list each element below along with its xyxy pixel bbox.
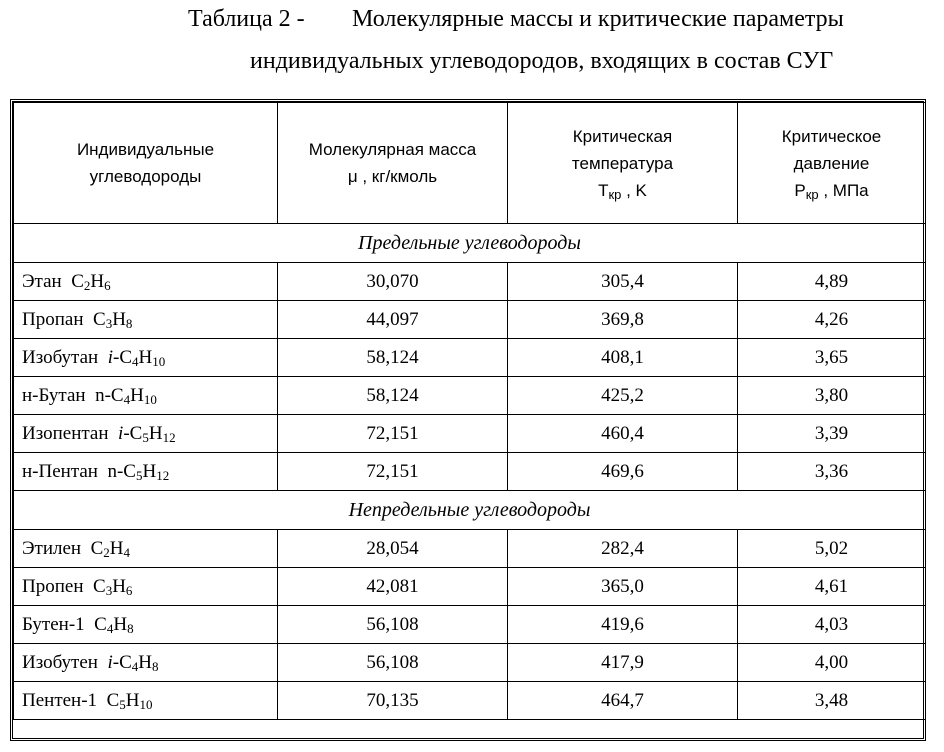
critical-pressure-cell: 3,36: [738, 453, 926, 491]
molar-mass-cell: 28,054: [278, 530, 508, 568]
formula-count: 4: [123, 391, 131, 407]
formula-element: C: [90, 537, 104, 559]
formula-count: 8: [127, 620, 134, 636]
hydrocarbon-table: [13, 102, 926, 720]
table-row: [14, 415, 926, 453]
chemical-formula: $n-C_4H_{10}$: [95, 384, 157, 407]
hydrocarbon-name: Бутен-1: [22, 613, 85, 635]
molar-mass-cell: 72,151: [278, 415, 508, 453]
formula-count: 8: [152, 658, 159, 674]
critical-pressure-cell: 4,00: [738, 644, 926, 682]
isomer-prefix: n: [107, 460, 117, 482]
isomer-prefix: i: [118, 422, 124, 444]
hydrocarbon-name-cell: [14, 568, 278, 606]
formula-element: H: [138, 346, 153, 368]
critical-pressure-cell: 4,61: [738, 568, 926, 606]
hydrocarbon-name-cell: [14, 377, 278, 415]
critical-pressure-cell: 3,48: [738, 682, 926, 720]
critical-temperature-cell: 408,1: [508, 339, 738, 377]
critical-pressure-cell: 4,03: [738, 606, 926, 644]
table-row: [14, 377, 926, 415]
formula-count: 8: [125, 315, 133, 331]
table-row: [14, 301, 926, 339]
formula-element: H: [112, 308, 126, 330]
formula-count: 5: [119, 696, 126, 712]
hydrocarbon-name: Изопентан: [22, 422, 109, 444]
formula-element: H: [112, 575, 126, 597]
chemical-formula: $i-C_4H_8$: [107, 651, 159, 674]
table-frame: [10, 99, 926, 741]
critical-pressure-cell: 4,26: [738, 301, 926, 339]
formula-element: C: [129, 422, 143, 444]
formula-count: 6: [104, 277, 111, 293]
formula-element: C: [110, 384, 124, 406]
critical-temperature-cell: 425,2: [508, 377, 738, 415]
header-hydrocarbons: Индивидуальные углеводороды: [14, 103, 278, 224]
critical-temperature-cell: 369,8: [508, 301, 738, 339]
critical-temperature-cell: 464,7: [508, 682, 738, 720]
critical-temperature-cell: 417,9: [508, 644, 738, 682]
hydrocarbon-name-cell: [14, 415, 278, 453]
hydrocarbon-name-cell: [14, 339, 278, 377]
molar-mass-cell: 58,124: [278, 377, 508, 415]
header-critical-temperature: Критическая температура $T_{кр}$ , K: [508, 103, 738, 224]
table-row: [14, 263, 926, 301]
critical-temperature-cell: 365,0: [508, 568, 738, 606]
formula-element: C: [71, 270, 84, 292]
hydrocarbon-name: Пропан: [22, 308, 84, 330]
chemical-formula: [91, 538, 130, 559]
chemical-formula: $i-C_5H_{12}$: [118, 422, 176, 445]
formula-count: 5: [135, 467, 143, 483]
formula-element: C: [93, 308, 106, 330]
formula-element: C: [93, 575, 106, 597]
formula-count: 3: [105, 315, 113, 331]
molar-mass-cell: 56,108: [278, 606, 508, 644]
formula-count: 4: [106, 620, 114, 636]
formula-count: 10: [143, 391, 157, 407]
table-row: [14, 682, 926, 720]
hydrocarbon-name-cell: [14, 606, 278, 644]
critical-temperature-cell: 305,4: [508, 263, 738, 301]
molar-mass-cell: 30,070: [278, 263, 508, 301]
hydrocarbon-name-cell: [14, 263, 278, 301]
formula-count: 3: [105, 582, 113, 598]
hydrocarbon-name: Пропен: [22, 575, 84, 597]
isomer-prefix: n: [95, 384, 105, 406]
formula-element: C: [106, 689, 120, 711]
formula-count: 10: [152, 353, 166, 369]
formula-element: H: [130, 384, 144, 406]
critical-temperature-cell: 419,6: [508, 606, 738, 644]
table-row: [14, 606, 926, 644]
table-body: [14, 224, 926, 720]
chemical-formula: [93, 309, 132, 330]
hydrocarbon-name-cell: [14, 644, 278, 682]
molar-mass-cell: 42,081: [278, 568, 508, 606]
formula-count: 12: [156, 467, 170, 483]
formula-element: C: [123, 460, 136, 482]
critical-pressure-cell: 3,65: [738, 339, 926, 377]
header-critical-pressure: Критическое давление $P_{кр}$ , МПа: [738, 103, 926, 224]
formula-element: H: [109, 537, 124, 559]
hydrocarbon-name: Изобутен: [22, 651, 98, 673]
table-row: [14, 568, 926, 606]
chemical-formula: [71, 271, 110, 292]
section-row: [14, 224, 926, 263]
hydrocarbon-name-cell: [14, 682, 278, 720]
hydrocarbon-name: Изобутан: [22, 346, 99, 368]
formula-element: H: [113, 613, 128, 635]
formula-element: C: [119, 651, 132, 673]
formula-count: 12: [162, 429, 176, 445]
table-title-line1: Молекулярные массы и критические параметры: [352, 6, 844, 32]
critical-temperature-cell: 469,6: [508, 453, 738, 491]
table-title-line2: индивидуальных углеводородов, входящих в состав СУГ: [250, 48, 834, 74]
molar-mass-cell: 72,151: [278, 453, 508, 491]
table-row: [14, 644, 926, 682]
formula-count: 10: [139, 696, 153, 712]
formula-element: C: [119, 346, 132, 368]
isomer-prefix: i: [107, 346, 113, 368]
table-row: [14, 530, 926, 568]
formula-element: H: [142, 460, 157, 482]
formula-count: 2: [103, 544, 110, 560]
hydrocarbon-name-cell: [14, 530, 278, 568]
formula-element: H: [125, 689, 140, 711]
formula-element: C: [94, 613, 107, 635]
hydrocarbon-name-cell: [14, 301, 278, 339]
section-title: Предельные углеводороды: [14, 224, 926, 263]
header-row: [14, 103, 926, 224]
table-row: [14, 453, 926, 491]
formula-element: H: [90, 270, 105, 292]
table-row: [14, 339, 926, 377]
hydrocarbon-name: Этан: [22, 270, 62, 292]
hydrocarbon-name: Этилен: [22, 537, 82, 559]
critical-pressure-cell: 3,80: [738, 377, 926, 415]
formula-element: H: [148, 422, 163, 444]
hydrocarbon-name: н-Бутан: [22, 384, 86, 406]
formula-element: H: [138, 651, 152, 673]
hydrocarbon-name-cell: [14, 453, 278, 491]
table-number: Таблица 2 -: [188, 6, 305, 32]
critical-pressure-cell: 4,89: [738, 263, 926, 301]
chemical-formula: [94, 614, 133, 635]
chemical-formula: [93, 576, 132, 597]
critical-pressure-cell: 5,02: [738, 530, 926, 568]
formula-count: 4: [123, 544, 131, 560]
critical-temperature-cell: 282,4: [508, 530, 738, 568]
hydrocarbon-name: н-Пентан: [22, 460, 98, 482]
hydrocarbon-name: Пентен-1: [22, 689, 98, 711]
chemical-formula: [107, 690, 153, 711]
section-title: Непредельные углеводороды: [14, 491, 926, 530]
chemical-formula: $i-C_4H_{10}$: [107, 346, 166, 369]
formula-count: 2: [83, 277, 91, 293]
molar-mass-cell: 58,124: [278, 339, 508, 377]
formula-count: 6: [125, 582, 133, 598]
chemical-formula: $n-C_5H_{12}$: [107, 460, 170, 483]
critical-temperature-cell: 460,4: [508, 415, 738, 453]
isomer-prefix: i: [107, 651, 113, 673]
molar-mass-cell: 56,108: [278, 644, 508, 682]
critical-pressure-cell: 3,39: [738, 415, 926, 453]
formula-count: 5: [142, 429, 149, 445]
molar-mass-cell: 70,135: [278, 682, 508, 720]
formula-count: 4: [131, 658, 139, 674]
section-row: [14, 491, 926, 530]
formula-count: 4: [132, 353, 139, 369]
molar-mass-cell: 44,097: [278, 301, 508, 339]
header-molar-mass: Молекулярная масса μ , кг/кмоль: [278, 103, 508, 224]
